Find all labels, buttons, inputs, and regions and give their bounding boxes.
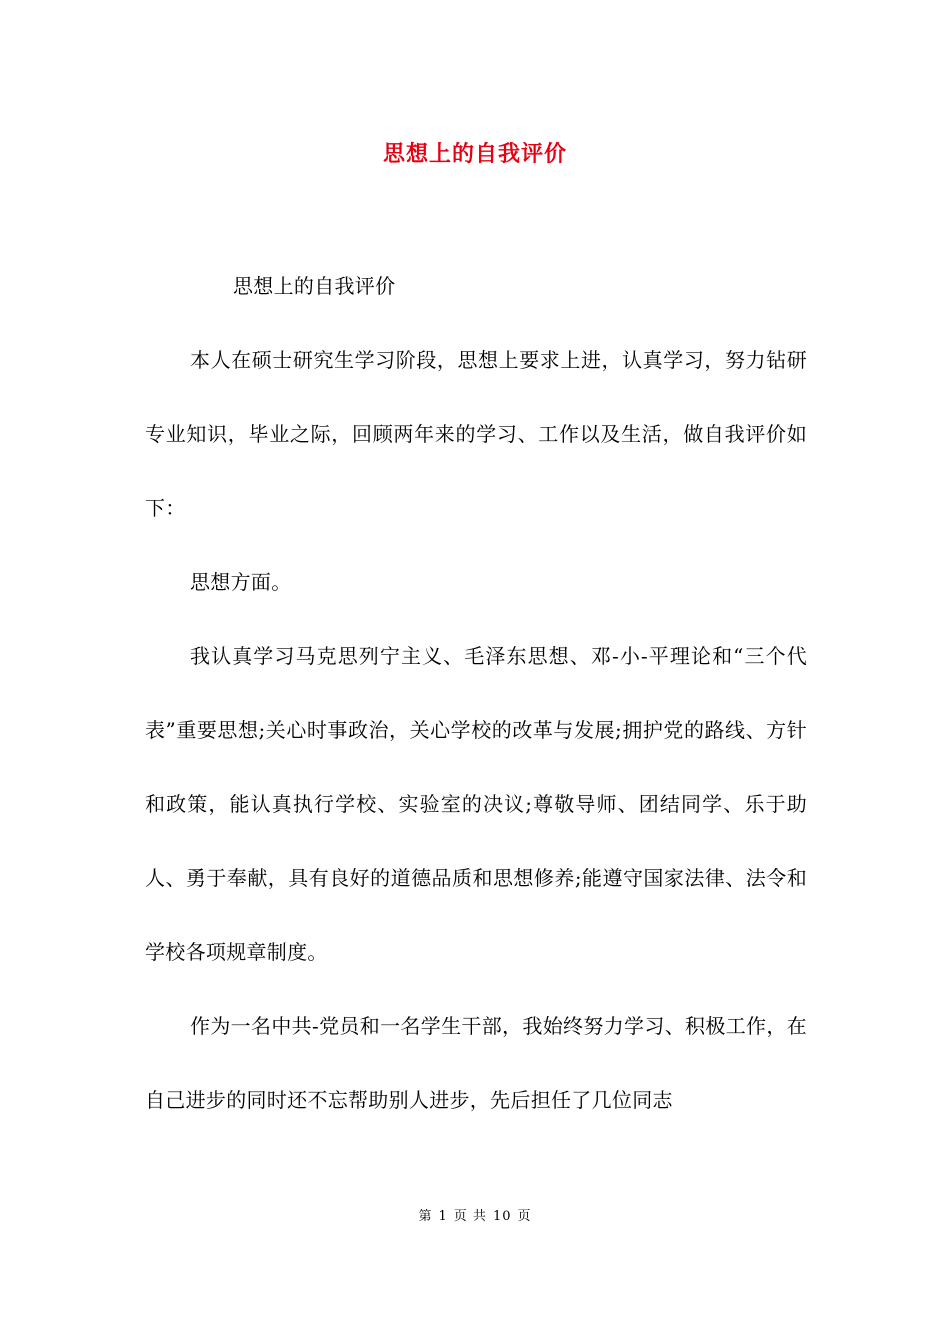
paragraph-intro: 本人在硕士研究生学习阶段，思想上要求上进，认真学习，努力钻研专业知识，毕业之际，回顾两年来的学习、工作以及生活，做自我评价如下： — [145, 348, 807, 520]
footer-mid: 页 共 — [453, 1209, 487, 1224]
document-body — [145, 268, 807, 1156]
paragraph-section-heading: 思想方面。 — [190, 570, 292, 594]
footer-suffix: 页 — [517, 1209, 532, 1224]
document-title: 思想上的自我评价 — [382, 141, 567, 167]
paragraph-party-member: 作为一名中共-党员和一名学生干部，我始终努力学习、积极工作，在自己进步的同时还不忘帮助别人进步，先后担任了几位同志 — [145, 1014, 807, 1112]
footer-prefix: 第 — [418, 1209, 433, 1224]
footer-current-page: 1 — [438, 1209, 448, 1224]
document-subtitle: 思想上的自我评价 — [233, 274, 396, 298]
footer-total-pages: 10 — [492, 1209, 512, 1224]
page-footer — [0, 1207, 950, 1227]
paragraph-ideology: 我认真学习马克思列宁主义、毛泽东思想、邓-小-平理论和“三个代表”重要思想;关心时事政治，关心学校的改革与发展;拥护党的路线、方针和政策，能认真执行学校、实验室的决议;尊敬导师、团结同学、乐于助人、勇于奉献，具有良好的道德品质和思想修养;能遵守国家法律、法令和学校各项规章制度。 — [145, 644, 807, 964]
